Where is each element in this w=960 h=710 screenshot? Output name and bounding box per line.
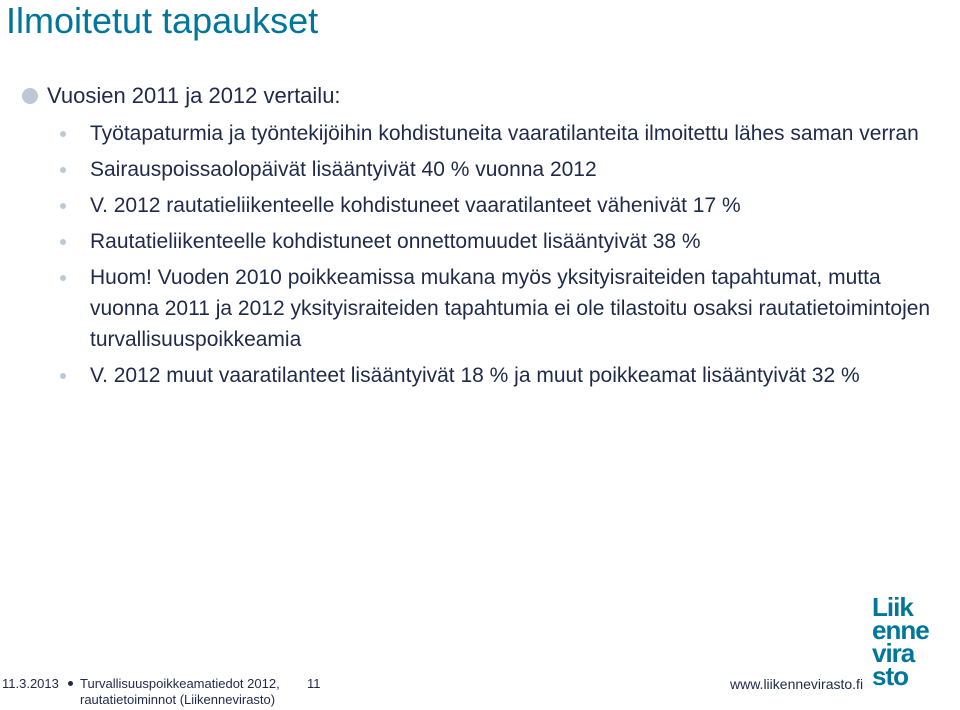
- footer-url: www.liikennevirasto.fi: [730, 676, 864, 692]
- list-item: V. 2012 muut vaaratilanteet lisääntyivät 18 % ja muut poikkeamat lisääntyivät 32 %: [60, 360, 940, 391]
- logo-line: Liik: [872, 592, 913, 622]
- level1-bullet: [22, 83, 341, 109]
- list-item: Rautatieliikenteelle kohdistuneet onnettomuudet lisääntyivät 38 %: [60, 226, 940, 257]
- logo-line: sto: [872, 661, 908, 691]
- bullet-dot-icon: [22, 88, 38, 104]
- liikennevirasto-logo: [872, 592, 958, 694]
- logo-line: vira: [872, 638, 915, 668]
- logo-line: enne: [872, 615, 929, 645]
- page-number: 11: [307, 676, 321, 691]
- list-item: Työtapaturmia ja työntekijöihin kohdistuneita vaaratilanteita ilmoitettu lähes saman verran: [60, 118, 940, 149]
- list-item: Huom! Vuoden 2010 poikkeamissa mukana myös yksityisraiteiden tapahtumat, mutta vuonna 2011 ja 2012 yksityisraiteiden tapahtumia ei ole tilastoitu osaksi rautatietoimintojen turvallisuuspoikkeamia: [60, 262, 940, 355]
- bullet-list: [60, 118, 940, 396]
- footer-separator-icon: [68, 681, 73, 686]
- list-item: V. 2012 rautatieliikenteelle kohdistuneet vaaratilanteet vähenivät 17 %: [60, 190, 940, 221]
- level1-text: Vuosien 2011 ja 2012 vertailu:: [47, 83, 341, 108]
- list-item: Sairauspoissaolopäivät lisääntyivät 40 % vuonna 2012: [60, 154, 940, 185]
- footer-date: 11.3.2013: [2, 676, 59, 691]
- footer-description: Turvallisuuspoikkeamatiedot 2012, rautatietoiminnot (Liikennevirasto): [80, 676, 280, 707]
- slide-title: Ilmoitetut tapaukset: [6, 0, 319, 41]
